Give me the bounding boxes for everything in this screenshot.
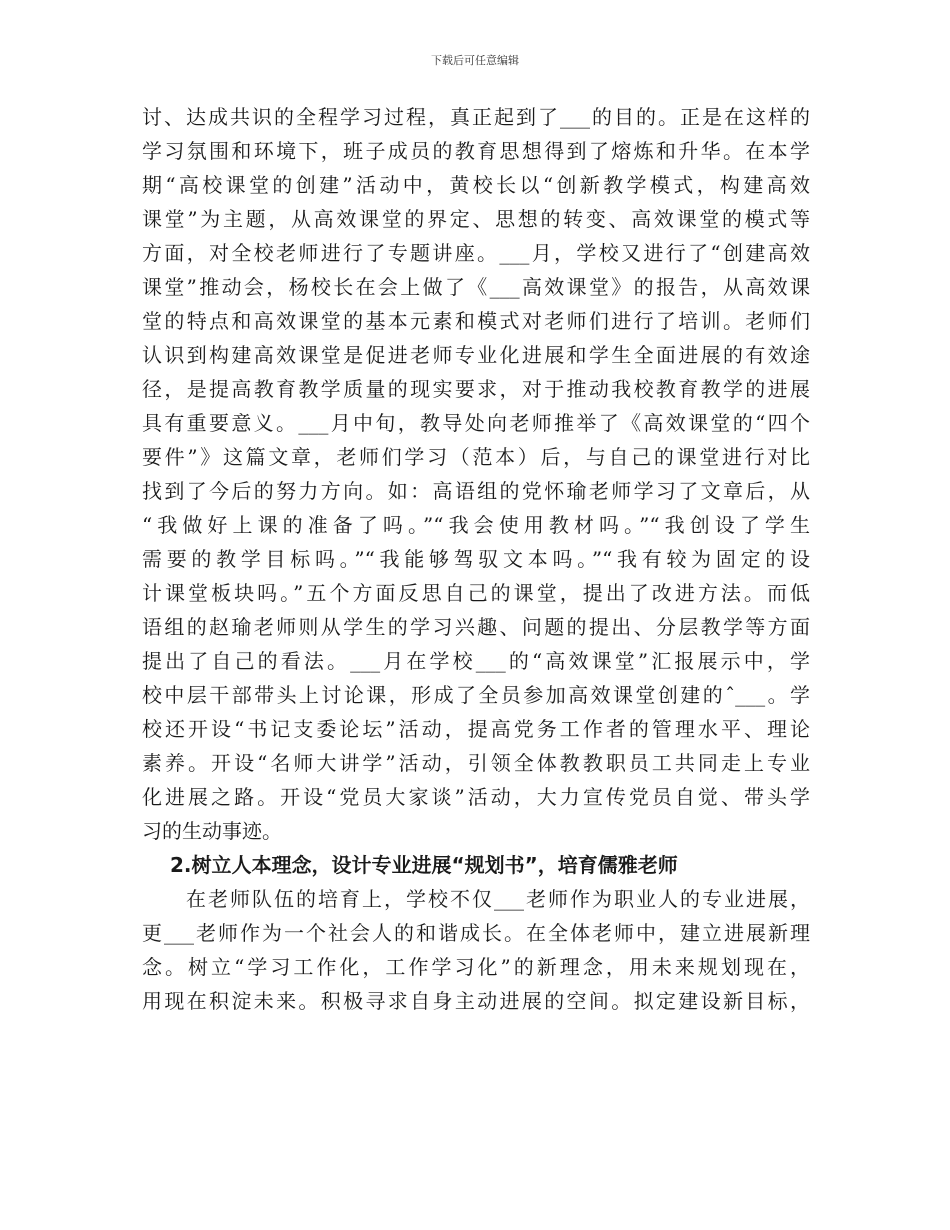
text-line: 素养。开设“名师大讲学”活动，引领全体教教职员工共同走上专业 [142, 751, 810, 775]
text-line: 期“高校课堂的创建”活动中，黄校长以“创新教学模式，构建高效 [142, 173, 810, 197]
text-line: 找到了今后的努力方向。如：高语组的党怀瑜老师学习了文章后，从 [142, 479, 810, 503]
text-line: “我做好上课的准备了吗。”“我会使用教材吗。”“我创设了学生 [142, 513, 810, 537]
text-line: 语组的赵瑜老师则从学生的学习兴趣、问题的提出、分层教学等方面 [142, 615, 810, 639]
text-line: 学习氛围和环境下，班子成员的教育思想得到了熔炼和升华。在本学 [142, 139, 810, 163]
text-line: 径，是提高教育教学质量的现实要求，对于推动我校教育教学的进展 [142, 377, 810, 401]
text-line: 提出了自己的看法。___月在学校___的“高效课堂”汇报展示中，学 [142, 649, 810, 673]
text-line-last: 习的生动事迹。 [142, 819, 282, 843]
text-line: 需要的教学目标吗。”“我能够驾驭文本吗。”“我有较为固定的设 [142, 547, 810, 571]
text-line: 念。树立“学习工作化，工作学习化”的新理念，用未来规划现在， [142, 955, 810, 979]
text-line: 课堂”推动会，杨校长在会上做了《___高效课堂》的报告，从高效课 [142, 275, 810, 299]
text-line: 具有重要意义。___月中旬，教导处向老师推举了《高效课堂的“四个 [142, 411, 810, 435]
text-line: 更___老师作为一个社会人的和谐成长。在全体老师中，建立进展新理 [142, 921, 810, 945]
text-line: 用现在积淀未来。积极寻求自身主动进展的空间。拟定建设新目标， [142, 989, 810, 1013]
text-line: 要件”》这篇文章，老师们学习（范本）后，与自己的课堂进行对比 [142, 445, 810, 469]
text-line: 讨、达成共识的全程学习过程，真正起到了___的目的。正是在这样的 [142, 105, 810, 129]
page-header: 下载后可任意编辑 [431, 54, 519, 67]
text-line: 校还开设“书记支委论坛”活动，提高党务工作者的管理水平、理论 [142, 717, 810, 741]
text-line: 化进展之路。开设“党员大家谈”活动，大力宣传党员自觉、带头学 [142, 785, 810, 809]
text-line-indented: 在老师队伍的培育上，学校不仅___老师作为职业人的专业进展， [186, 887, 810, 911]
section-heading: 2.树立人本理念，设计专业进展“规划书”，培育儒雅老师 [170, 853, 678, 877]
document-body [142, 100, 810, 1018]
text-line: 课堂”为主题，从高效课堂的界定、思想的转变、高效课堂的模式等 [142, 207, 810, 231]
text-line: 堂的特点和高效课堂的基本元素和模式对老师们进行了培训。老师们 [142, 309, 810, 333]
text-line: 计课堂板块吗。”五个方面反思自己的课堂，提出了改进方法。而低 [142, 581, 810, 605]
text-line: 认识到构建高效课堂是促进老师专业化进展和学生全面进展的有效途 [142, 343, 810, 367]
text-line: 方面，对全校老师进行了专题讲座。___月，学校又进行了“创建高效 [142, 241, 810, 265]
text-line: 校中层干部带头上讨论课，形成了全员参加高效课堂创建的ˆ___。学 [142, 683, 810, 707]
